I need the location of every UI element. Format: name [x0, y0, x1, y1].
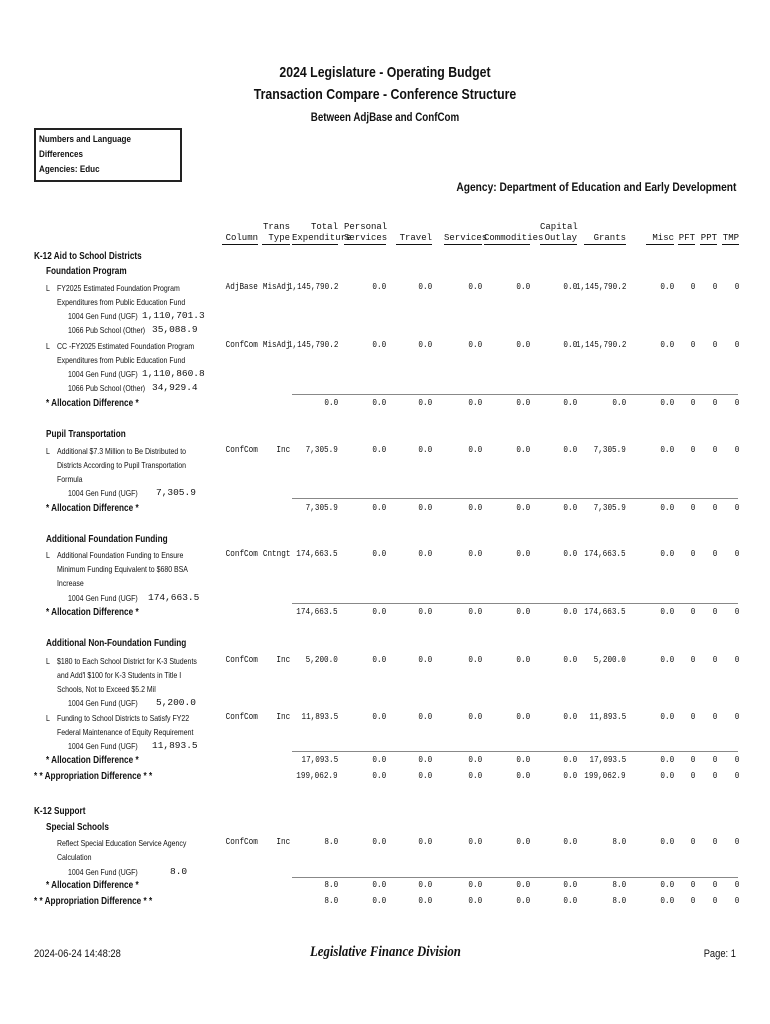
agency-heading: Agency: Department of Education and Early Development [456, 180, 736, 194]
fund-source: 1004 Gen Fund (UGF) [68, 698, 138, 708]
grants-cell: 0.0 [612, 398, 626, 408]
personal-services-cell: 0.0 [372, 712, 386, 722]
filter-box [34, 128, 182, 182]
fund-source: 1004 Gen Fund (UGF) [68, 593, 138, 603]
tmp-cell: 0 [734, 896, 739, 906]
tmp-cell: 0 [734, 503, 739, 513]
fund-source: 1066 Pub School (Other) [68, 325, 146, 335]
services-cell: 0.0 [468, 771, 482, 781]
grants-cell: 17,093.5 [589, 755, 626, 765]
total-expenditure-cell: 1,145,790.2 [287, 282, 338, 292]
item-description: Funding to School Districts to Satisfy FY22 [57, 713, 190, 723]
misc-cell: 0.0 [660, 771, 674, 781]
grants-cell: 199,062.9 [584, 771, 626, 781]
grants-cell: 8.0 [612, 880, 626, 890]
fund-amount: 1,110,701.3 [142, 310, 205, 321]
tmp-cell: 0 [734, 445, 739, 455]
commodities-cell: 0.0 [516, 607, 530, 617]
capital-outlay-cell: 0.0 [563, 282, 577, 292]
personal-services-cell: 0.0 [372, 837, 386, 847]
misc-cell: 0.0 [660, 398, 674, 408]
personal-services-cell: 0.0 [372, 896, 386, 906]
fund-amount: 35,088.9 [152, 324, 198, 335]
tmp-cell: 0 [734, 398, 739, 408]
pft-cell: 0 [690, 771, 695, 781]
ppt-cell: 0 [712, 896, 717, 906]
pft-cell: 0 [690, 712, 695, 722]
col-header-pft: PFT [678, 233, 695, 243]
travel-cell: 0.0 [418, 549, 432, 559]
item-description: Formula [57, 474, 83, 484]
tmp-cell: 0 [734, 771, 739, 781]
misc-cell: 0.0 [660, 282, 674, 292]
item-description: Expenditures from Public Education Fund [57, 297, 186, 307]
personal-services-cell: 0.0 [372, 445, 386, 455]
personal-services-cell: 0.0 [372, 503, 386, 513]
col-label: Column [225, 233, 258, 243]
tmp-cell: 0 [734, 837, 739, 847]
column-cell: ConfCom [225, 837, 258, 847]
travel-cell: 0.0 [418, 607, 432, 617]
ppt-cell: 0 [712, 607, 717, 617]
misc-cell: 0.0 [660, 445, 674, 455]
col-header-total: Total Expenditure [292, 222, 352, 243]
division-name: Legislative Finance Division [310, 944, 461, 960]
trans-type-cell: Inc [276, 655, 290, 665]
fund-source: 1004 Gen Fund (UGF) [68, 741, 138, 751]
subsection-additional-non-foundation: Additional Non-Foundation Funding [46, 638, 187, 649]
commodities-cell: 0.0 [516, 771, 530, 781]
fund-amount: 7,305.9 [156, 487, 196, 498]
pft-cell: 0 [690, 445, 695, 455]
fund-amount: 1,110,860.8 [142, 368, 205, 379]
ppt-cell: 0 [712, 549, 717, 559]
grants-cell: 1,145,790.2 [575, 282, 626, 292]
misc-cell: 0.0 [660, 549, 674, 559]
ppt-cell: 0 [712, 503, 717, 513]
comparison-label: Between AdjBase and ConfCom [310, 112, 460, 124]
personal-services-cell: 0.0 [372, 282, 386, 292]
services-cell: 0.0 [468, 398, 482, 408]
services-cell: 0.0 [468, 282, 482, 292]
capital-outlay-cell: 0.0 [563, 755, 577, 765]
capital-outlay-cell: 0.0 [563, 398, 577, 408]
item-description: Federal Maintenance of Equity Requirement [57, 727, 194, 737]
total-expenditure-cell: 174,663.5 [296, 607, 338, 617]
item-description: Reflect Special Education Service Agency [57, 838, 187, 848]
misc-cell: 0.0 [660, 880, 674, 890]
travel-cell: 0.0 [418, 503, 432, 513]
capital-outlay-cell: 0.0 [563, 712, 577, 722]
item-description: Additional $7.3 Million to Be Distributed to [57, 446, 187, 456]
allocation-difference-label: * Allocation Difference * [46, 503, 139, 514]
tmp-cell: 0 [734, 880, 739, 890]
capital-outlay-cell: 0.0 [563, 655, 577, 665]
pft-cell: 0 [690, 880, 695, 890]
col-header-services: Services [444, 233, 488, 243]
fund-source: 1004 Gen Fund (UGF) [68, 488, 138, 498]
item-description: FY2025 Estimated Foundation Program [57, 283, 180, 293]
line-marker: L [46, 713, 50, 723]
col-header-column [222, 222, 258, 245]
commodities-cell: 0.0 [516, 549, 530, 559]
column-cell: ConfCom [225, 712, 258, 722]
services-cell: 0.0 [468, 837, 482, 847]
personal-services-cell: 0.0 [372, 880, 386, 890]
trans-type-cell: Cntngt [262, 549, 290, 559]
personal-services-cell: 0.0 [372, 755, 386, 765]
commodities-cell: 0.0 [516, 340, 530, 350]
capital-outlay-cell: 0.0 [563, 340, 577, 350]
total-expenditure-cell: 8.0 [324, 896, 338, 906]
services-cell: 0.0 [468, 445, 482, 455]
commodities-cell: 0.0 [516, 655, 530, 665]
travel-cell: 0.0 [418, 398, 432, 408]
services-cell: 0.0 [468, 896, 482, 906]
tmp-cell: 0 [734, 340, 739, 350]
travel-cell: 0.0 [418, 771, 432, 781]
fund-amount: 5,200.0 [156, 697, 196, 708]
services-cell: 0.0 [468, 655, 482, 665]
ppt-cell: 0 [712, 282, 717, 292]
line-marker: L [46, 656, 50, 666]
travel-cell: 0.0 [418, 340, 432, 350]
item-description: Minimum Funding Equivalent to $680 BSA [57, 564, 188, 574]
total-expenditure-cell: 174,663.5 [296, 549, 338, 559]
pft-cell: 0 [690, 549, 695, 559]
tmp-cell: 0 [734, 655, 739, 665]
capital-outlay-cell: 0.0 [563, 503, 577, 513]
commodities-cell: 0.0 [516, 837, 530, 847]
total-expenditure-cell: 7,305.9 [305, 445, 338, 455]
total-expenditure-cell: 1,145,790.2 [287, 340, 338, 350]
capital-outlay-cell: 0.0 [563, 607, 577, 617]
col-header-personal: Personal Services [344, 222, 388, 243]
total-expenditure-cell: 17,093.5 [301, 755, 338, 765]
services-cell: 0.0 [468, 880, 482, 890]
allocation-difference-label: * Allocation Difference * [46, 880, 139, 891]
travel-cell: 0.0 [418, 445, 432, 455]
personal-services-cell: 0.0 [372, 549, 386, 559]
total-expenditure-cell: 0.0 [324, 398, 338, 408]
trans-type-cell: MisAdj [262, 282, 290, 292]
fund-amount: 8.0 [170, 866, 188, 877]
fund-amount: 174,663.5 [148, 592, 200, 603]
grants-cell: 7,305.9 [593, 445, 626, 455]
pft-cell: 0 [690, 755, 695, 765]
col-header-capital: Capital Outlay [540, 222, 578, 243]
ppt-cell: 0 [712, 445, 717, 455]
subsection-pupil-transportation: Pupil Transportation [46, 429, 126, 440]
fund-source: 1004 Gen Fund (UGF) [68, 311, 138, 321]
ppt-cell: 0 [712, 837, 717, 847]
grants-cell: 1,145,790.2 [575, 340, 626, 350]
services-cell: 0.0 [468, 712, 482, 722]
services-cell: 0.0 [468, 549, 482, 559]
pft-cell: 0 [690, 503, 695, 513]
filter-line: Agencies: Educ [39, 164, 100, 175]
misc-cell: 0.0 [660, 655, 674, 665]
fund-source: 1066 Pub School (Other) [68, 383, 146, 393]
fund-source: 1004 Gen Fund (UGF) [68, 369, 138, 379]
commodities-cell: 0.0 [516, 896, 530, 906]
item-description: Expenditures from Public Education Fund [57, 355, 186, 365]
pft-cell: 0 [690, 896, 695, 906]
grants-cell: 8.0 [612, 896, 626, 906]
column-cell: ConfCom [225, 340, 258, 350]
grants-cell: 174,663.5 [584, 607, 626, 617]
col-header-travel: Travel [396, 233, 432, 245]
misc-cell: 0.0 [660, 712, 674, 722]
tmp-cell: 0 [734, 607, 739, 617]
travel-cell: 0.0 [418, 755, 432, 765]
col-header-ppt: PPT [700, 233, 717, 243]
travel-cell: 0.0 [418, 655, 432, 665]
total-expenditure-cell: 5,200.0 [305, 655, 338, 665]
services-cell: 0.0 [468, 503, 482, 513]
grants-cell: 8.0 [612, 837, 626, 847]
capital-outlay-cell: 0.0 [563, 771, 577, 781]
pft-cell: 0 [690, 607, 695, 617]
pft-cell: 0 [690, 398, 695, 408]
subsection-special-schools: Special Schools [46, 822, 109, 833]
capital-outlay-cell: 0.0 [563, 896, 577, 906]
line-marker: L [46, 283, 50, 293]
capital-outlay-cell: 0.0 [563, 880, 577, 890]
item-description: and Add'l $100 for K-3 Students in Title I [57, 670, 182, 680]
commodities-cell: 0.0 [516, 445, 530, 455]
section-k12-aid: K-12 Aid to School Districts [34, 251, 142, 262]
col-header-commodities: Commodities [484, 233, 544, 243]
commodities-cell: 0.0 [516, 282, 530, 292]
misc-cell: 0.0 [660, 340, 674, 350]
travel-cell: 0.0 [418, 837, 432, 847]
col-header-misc: Misc [646, 233, 674, 245]
personal-services-cell: 0.0 [372, 771, 386, 781]
col-header-tmp: TMP [722, 233, 739, 243]
divider [292, 877, 738, 878]
misc-cell: 0.0 [660, 837, 674, 847]
item-description: Increase [57, 578, 84, 588]
item-description: Schools, Not to Exceed $5.2 Mil [57, 684, 156, 694]
personal-services-cell: 0.0 [372, 398, 386, 408]
travel-cell: 0.0 [418, 712, 432, 722]
item-description: Additional Foundation Funding to Ensure [57, 550, 184, 560]
pft-cell: 0 [690, 282, 695, 292]
allocation-difference-label: * Allocation Difference * [46, 398, 139, 409]
capital-outlay-cell: 0.0 [563, 549, 577, 559]
commodities-cell: 0.0 [516, 503, 530, 513]
total-expenditure-cell: 7,305.9 [305, 503, 338, 513]
section-k12-support: K-12 Support [34, 806, 86, 817]
misc-cell: 0.0 [660, 503, 674, 513]
divider [292, 498, 738, 499]
grants-cell: 174,663.5 [584, 549, 626, 559]
col-header-trans-type: Trans Type [262, 222, 290, 243]
pft-cell: 0 [690, 837, 695, 847]
ppt-cell: 0 [712, 771, 717, 781]
ppt-cell: 0 [712, 655, 717, 665]
column-cell: ConfCom [225, 549, 258, 559]
item-description: Districts According to Pupil Transportation [57, 460, 187, 470]
page-number: Page: 1 [703, 948, 736, 960]
subsection-foundation: Foundation Program [46, 266, 127, 277]
commodities-cell: 0.0 [516, 398, 530, 408]
col-header-grants: Grants [584, 233, 626, 245]
fund-amount: 11,893.5 [152, 740, 198, 751]
tmp-cell: 0 [734, 549, 739, 559]
commodities-cell: 0.0 [516, 880, 530, 890]
item-description: CC -FY2025 Estimated Foundation Program [57, 341, 195, 351]
trans-type-cell: Inc [276, 445, 290, 455]
services-cell: 0.0 [468, 607, 482, 617]
misc-cell: 0.0 [660, 607, 674, 617]
report-subtitle: Transaction Compare - Conference Structure [253, 86, 517, 103]
fund-source: 1004 Gen Fund (UGF) [68, 867, 138, 877]
tmp-cell: 0 [734, 282, 739, 292]
misc-cell: 0.0 [660, 755, 674, 765]
report-title: 2024 Legislature - Operating Budget [279, 64, 491, 81]
column-cell: ConfCom [225, 445, 258, 455]
travel-cell: 0.0 [418, 282, 432, 292]
line-marker: L [46, 341, 50, 351]
grants-cell: 5,200.0 [593, 655, 626, 665]
capital-outlay-cell: 0.0 [563, 837, 577, 847]
trans-type-cell: MisAdj [262, 340, 290, 350]
filter-line: Numbers and Language [39, 134, 131, 145]
allocation-difference-label: * Allocation Difference * [46, 607, 139, 618]
ppt-cell: 0 [712, 398, 717, 408]
services-cell: 0.0 [468, 340, 482, 350]
subsection-additional-foundation: Additional Foundation Funding [46, 534, 168, 545]
divider [292, 394, 738, 395]
column-cell: AdjBase [225, 282, 258, 292]
travel-cell: 0.0 [418, 880, 432, 890]
pft-cell: 0 [690, 340, 695, 350]
trans-type-cell: Inc [276, 712, 290, 722]
total-expenditure-cell: 8.0 [324, 880, 338, 890]
total-expenditure-cell: 8.0 [324, 837, 338, 847]
divider [292, 603, 738, 604]
tmp-cell: 0 [734, 755, 739, 765]
ppt-cell: 0 [712, 712, 717, 722]
appropriation-difference-label: * * Appropriation Difference * * [34, 896, 153, 907]
personal-services-cell: 0.0 [372, 340, 386, 350]
grants-cell: 7,305.9 [593, 503, 626, 513]
allocation-difference-label: * Allocation Difference * [46, 755, 139, 766]
misc-cell: 0.0 [660, 896, 674, 906]
commodities-cell: 0.0 [516, 755, 530, 765]
ppt-cell: 0 [712, 880, 717, 890]
line-marker: L [46, 550, 50, 560]
total-expenditure-cell: 11,893.5 [301, 712, 338, 722]
item-description: Calculation [57, 852, 92, 862]
personal-services-cell: 0.0 [372, 607, 386, 617]
divider [292, 751, 738, 752]
total-expenditure-cell: 199,062.9 [296, 771, 338, 781]
travel-cell: 0.0 [418, 896, 432, 906]
commodities-cell: 0.0 [516, 712, 530, 722]
column-cell: ConfCom [225, 655, 258, 665]
personal-services-cell: 0.0 [372, 655, 386, 665]
pft-cell: 0 [690, 655, 695, 665]
appropriation-difference-label: * * Appropriation Difference * * [34, 771, 153, 782]
fund-amount: 34,929.4 [152, 382, 198, 393]
ppt-cell: 0 [712, 340, 717, 350]
line-marker: L [46, 446, 50, 456]
grants-cell: 11,893.5 [589, 712, 626, 722]
trans-type-cell: Inc [276, 837, 290, 847]
item-description: $180 to Each School District for K-3 Students [57, 656, 197, 666]
services-cell: 0.0 [468, 755, 482, 765]
capital-outlay-cell: 0.0 [563, 445, 577, 455]
report-timestamp: 2024-06-24 14:48:28 [34, 948, 121, 960]
filter-line: Differences [39, 149, 83, 160]
ppt-cell: 0 [712, 755, 717, 765]
tmp-cell: 0 [734, 712, 739, 722]
